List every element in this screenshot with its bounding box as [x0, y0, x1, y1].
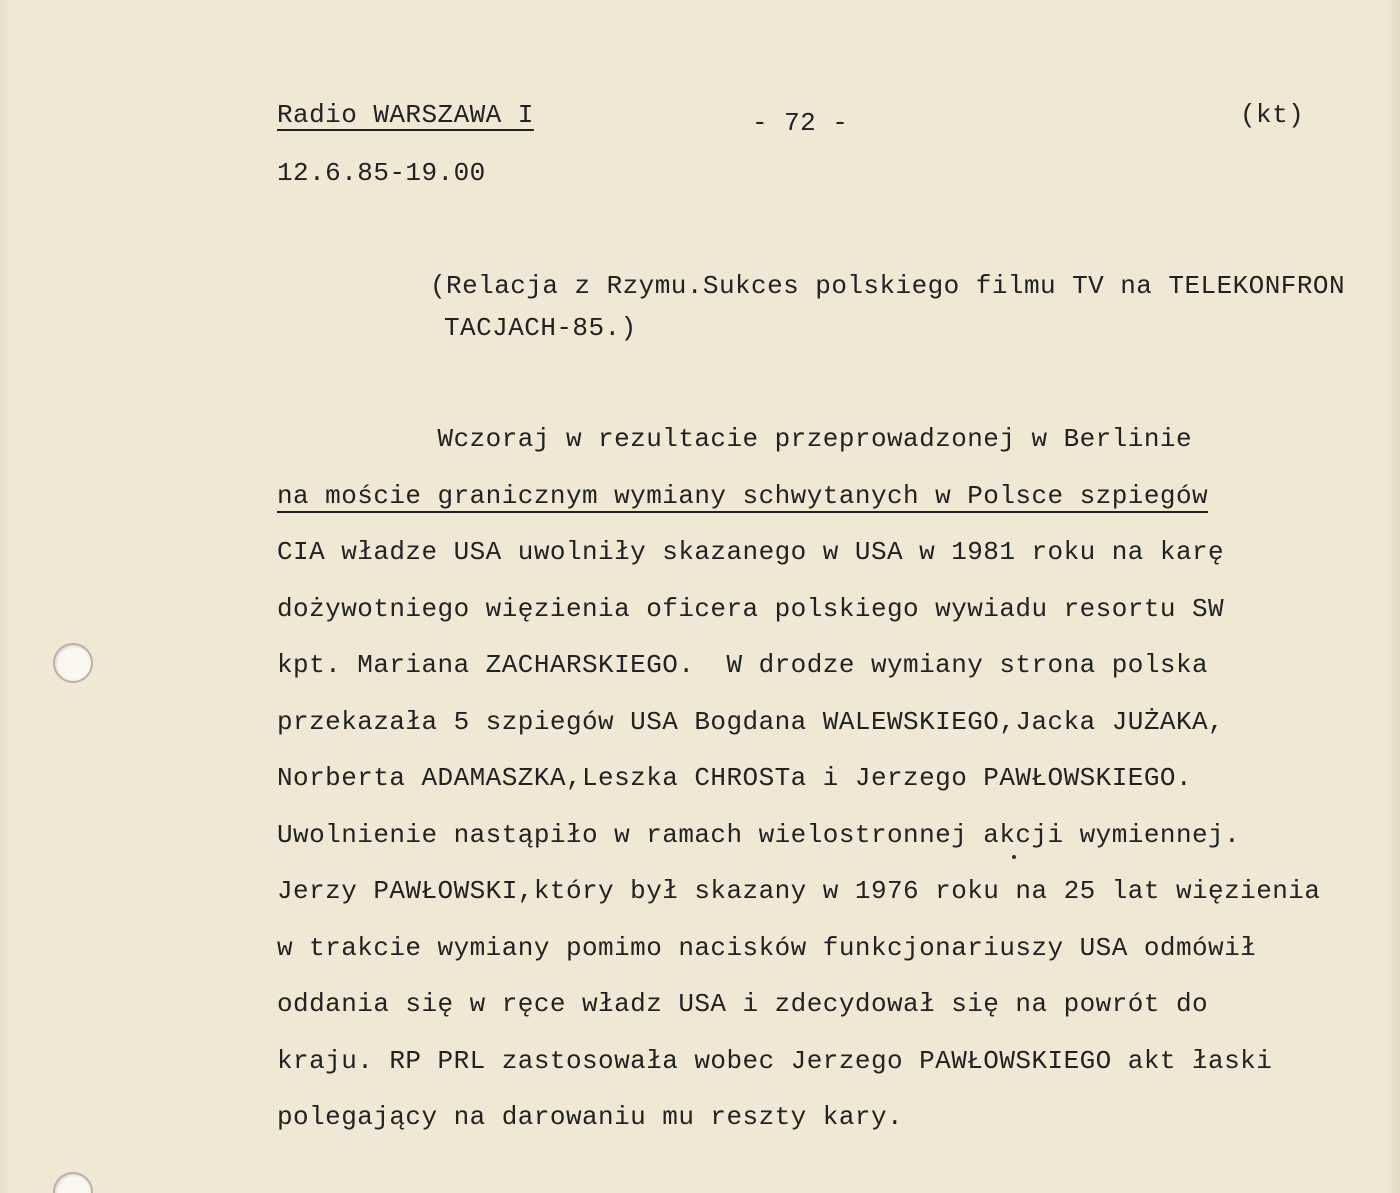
body-line-12: kraju. RP PRL zastosowała wobec Jerzego PAWŁOWSKIEGO akt łaski — [277, 1046, 1273, 1076]
body-line-6: przekazała 5 szpiegów USA Bogdana WALEWSKIEGO,Jacka JUŻAKA, — [277, 707, 1225, 737]
broadcast-datetime: 12.6.85-19.00 — [277, 158, 486, 188]
body-line-2: na moście granicznym wymiany schwytanych w Polsce szpiegów — [277, 481, 1209, 511]
punch-hole — [53, 1172, 93, 1193]
body-line-13: polegający na darowaniu mu reszty kary. — [277, 1102, 904, 1132]
body-line-11: oddania się w ręce władz USA i zdecydował się na powrót do — [277, 989, 1209, 1019]
body-line-7: Norberta ADAMASZKA,Leszka CHROSTa i Jerzego PAWŁOWSKIEGO. — [277, 763, 1192, 793]
body-line-9: Jerzy PAWŁOWSKI,który był skazany w 1976 roku na 25 lat więzienia — [277, 876, 1321, 906]
body-line-10: w trakcie wymiany pomimo nacisków funkcjonariuszy USA odmówił — [277, 933, 1257, 963]
page-number: - 72 - — [752, 108, 849, 138]
body-line-1: Wczoraj w rezultacie przeprowadzonej w Berlinie — [277, 424, 1192, 454]
body-line-5: kpt. Mariana ZACHARSKIEGO. W drodze wymiany strona polska — [277, 650, 1209, 680]
punch-hole — [53, 643, 93, 683]
subtitle-line-1: (Relacja z Rzymu.Sukces polskiego filmu TV na TELEKONFRON — [430, 271, 1345, 301]
ink-speck — [1012, 855, 1016, 859]
source-heading: Radio WARSZAWA I — [277, 100, 534, 130]
document-code: (kt) — [1240, 100, 1305, 130]
subtitle-line-2: TACJACH-85.) — [444, 313, 637, 343]
body-line-4: dożywotniego więzienia oficera polskiego wywiadu resortu SW — [277, 594, 1225, 624]
body-line-3: CIA władze USA uwolniły skazanego w USA w 1981 roku na karę — [277, 537, 1225, 567]
body-line-8: Uwolnienie nastąpiło w ramach wielostronnej akcji wymiennej. — [277, 820, 1241, 850]
